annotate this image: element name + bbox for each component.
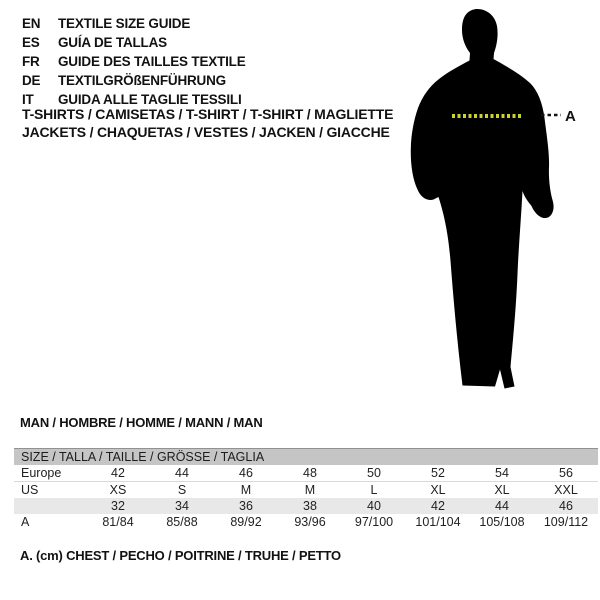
size-value-cell: 105/108 [479,515,525,529]
size-value-cell: 85/88 [166,515,198,529]
size-value-cell: XL [494,483,510,497]
size-value-cell: 101/104 [415,515,461,529]
man-silhouette [411,9,554,389]
language-list [22,14,246,109]
measurement-footnote: A. (cm) CHEST / PECHO / POITRINE / TRUHE / PETTO [20,548,341,563]
size-value-cell: 89/92 [230,515,262,529]
table-row [14,514,598,530]
measure-label-a: A [565,108,576,125]
size-value-cell: 34 [175,499,189,513]
man-silhouette-figure [398,0,600,400]
table-row [14,465,598,482]
category-list [22,106,393,141]
size-value-cell: XXL [554,483,578,497]
size-table-header: SIZE / TALLA / TAILLE / GRÖSSE / TAGLIA [14,449,598,465]
language-row [22,52,246,71]
language-label: GUIDA ALLE TAGLIE TESSILI [58,92,242,107]
size-value-cell: 42 [111,466,125,480]
size-table [14,448,598,530]
size-value-cell: 46 [239,466,253,480]
row-label: Europe [21,466,62,480]
language-row [22,14,246,33]
language-code: EN [22,16,41,31]
size-value-cell: 36 [239,499,253,513]
category-line: T-SHIRTS / CAMISETAS / T-SHIRT / T-SHIRT / MAGLIETTE [22,106,394,122]
language-row [22,33,246,52]
size-value-cell: 40 [367,499,381,513]
language-code: ES [22,35,40,50]
size-value-cell: 109/112 [543,515,589,529]
size-value-cell: 56 [559,466,573,480]
size-value-cell: M [304,483,316,497]
category-line: JACKETS / CHAQUETAS / VESTES / JACKEN / GIACCHE [22,123,390,140]
language-label: TEXTILE SIZE GUIDE [58,16,191,31]
language-label: GUIDE DES TAILLES TEXTILE [58,54,246,69]
size-value-cell: S [177,483,187,497]
size-value-cell: 52 [431,466,445,480]
size-value-cell: 54 [495,466,509,480]
section-heading-man: MAN / HOMBRE / HOMME / MANN / MAN [20,415,263,430]
language-label: TEXTILGRÖßENFÜHRUNG [58,73,226,88]
size-value-cell: 44 [175,466,189,480]
table-row [14,482,598,498]
size-value-cell: 50 [367,466,381,480]
size-value-cell: XS [109,483,127,497]
language-row [22,71,246,90]
language-code: IT [22,92,34,107]
table-row [14,498,598,514]
language-code: DE [22,73,41,88]
size-value-cell: 48 [303,466,317,480]
size-value-cell: L [370,483,378,497]
size-value-cell: M [240,483,252,497]
language-label: GUÍA DE TALLAS [58,35,167,50]
row-label: US [21,483,39,497]
size-value-cell: 32 [111,499,125,513]
size-value-cell: 42 [431,499,445,513]
size-value-cell: 97/100 [354,515,394,529]
size-value-cell: 93/96 [294,515,326,529]
size-value-cell: 81/84 [102,515,134,529]
size-value-cell: 44 [495,499,509,513]
size-value-cell: 38 [303,499,317,513]
size-value-cell: 46 [559,499,573,513]
row-label: A [21,515,30,529]
size-value-cell: XL [430,483,446,497]
language-code: FR [22,54,40,69]
